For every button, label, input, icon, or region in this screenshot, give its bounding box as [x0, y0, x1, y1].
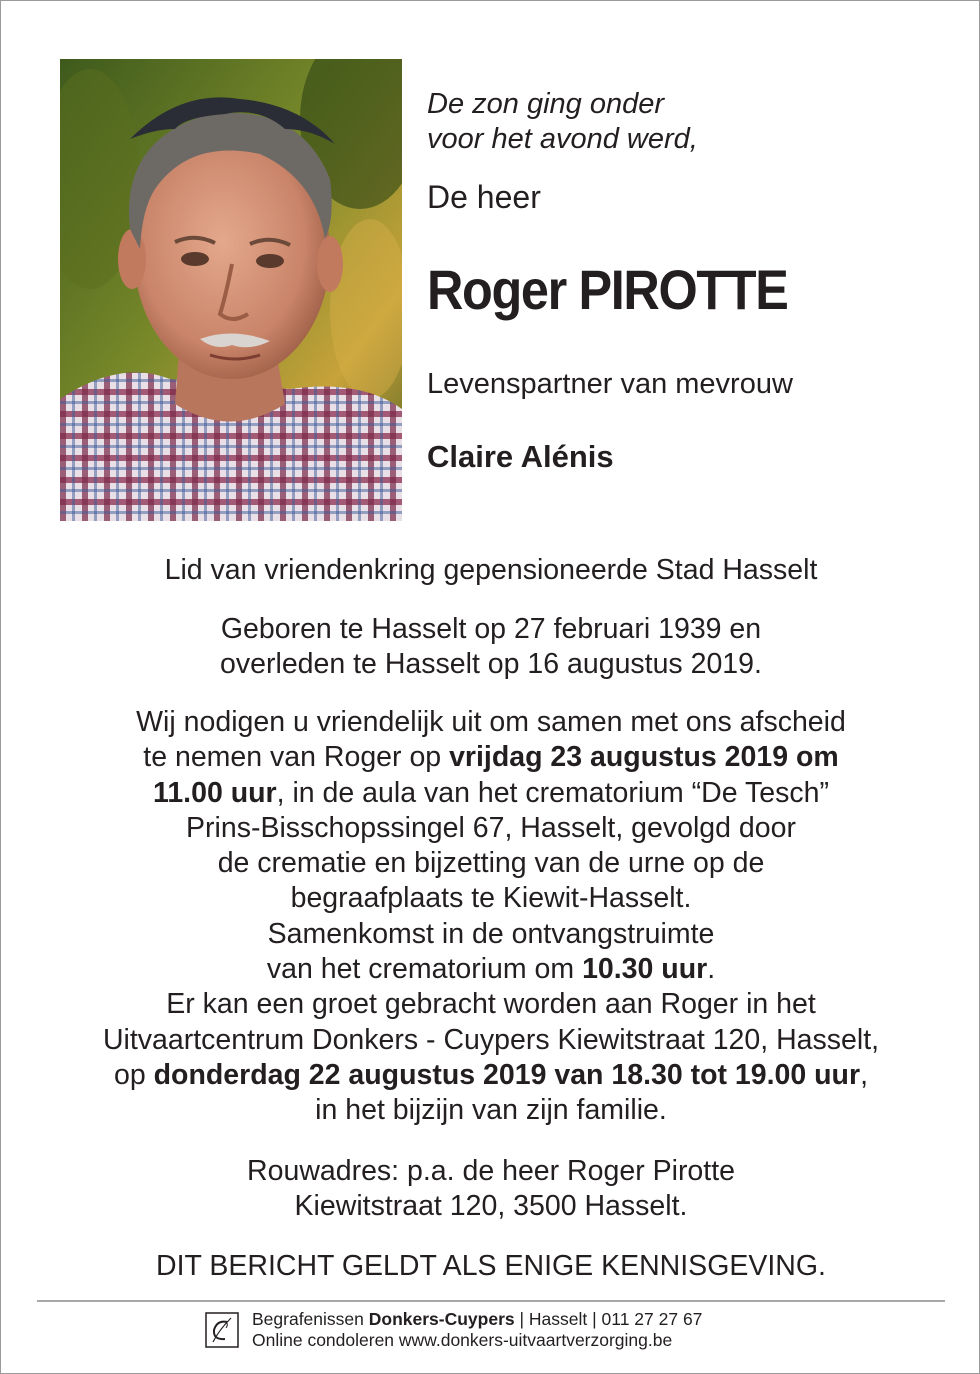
footer-contact: Begrafenissen Donkers-Cuypers | Hasselt | 011 27 27 67 Online condoleren www.donkers-uitvaartverzorging.be — [252, 1309, 812, 1351]
mourning-address: Rouwadres: p.a. de heer Roger Pirotte Kiewitstraat 120, 3500 Hasselt. — [247, 1155, 735, 1223]
ceremony-date: vrijdag 23 augustus 2019 om — [449, 741, 839, 774]
invitation-text: Wij nodigen u vriendelijk uit om samen met ons afscheid te nemen van Roger op vrijdag 23 augustus 2019 om 11.00 uur, in de aula van het crematorium “De Tesch” Prins-Bisschopssingel 67, Hasselt, gevolgd door de crematie en bijzetting van de urne op de begraafplaats te Kiewit-Hasselt. Samenkomst in de ontvangstruimte van het crematorium om 10.30 uur. Er kan een groet gebracht worden aan Roger in het Uitvaartcentrum Donkers - Cuypers Kiewitstraat 120, Hasselt, op donderdag 22 augustus 2019 van 18.30 tot 19.00 uur, in het bijzijn van zijn familie. — [102, 706, 880, 1127]
condolence-link[interactable]: Online condoleren www.donkers-uitvaartverzorging.be — [252, 1330, 673, 1350]
portrait-illustration — [60, 59, 402, 521]
portrait-photo — [60, 59, 402, 521]
partner-label: Levenspartner van mevrouw — [427, 368, 793, 400]
ceremony-time: 11.00 uur — [153, 776, 277, 809]
quote-line-2: voor het avond werd, — [427, 123, 698, 155]
quote-line-1: De zon ging onder — [427, 88, 664, 120]
visitation-time: donderdag 22 augustus 2019 van 18.30 tot 19.00 uur — [153, 1058, 861, 1091]
death-line: overleden te Hasselt op 16 augustus 2019. — [220, 648, 762, 681]
birth-death-text — [41, 612, 941, 683]
gathering-time: 10.30 uur — [582, 953, 708, 986]
footer-divider — [37, 1300, 945, 1302]
birth-line: Geboren te Hasselt op 27 februari 1939 en — [220, 613, 762, 645]
deceased-name: Roger PIROTTE — [427, 258, 788, 321]
company-name: Donkers-Cuypers — [368, 1309, 515, 1329]
funeral-home-logo-icon — [205, 1312, 239, 1348]
honorific: De heer — [427, 179, 541, 215]
epitaph-quote — [427, 87, 947, 157]
partner-name: Claire Alénis — [427, 439, 614, 474]
notice-text: DIT BERICHT GELDT ALS ENIGE KENNISGEVING. — [156, 1250, 826, 1282]
membership-text: Lid van vriendenkring gepensioneerde Stad Hasselt — [164, 554, 818, 586]
